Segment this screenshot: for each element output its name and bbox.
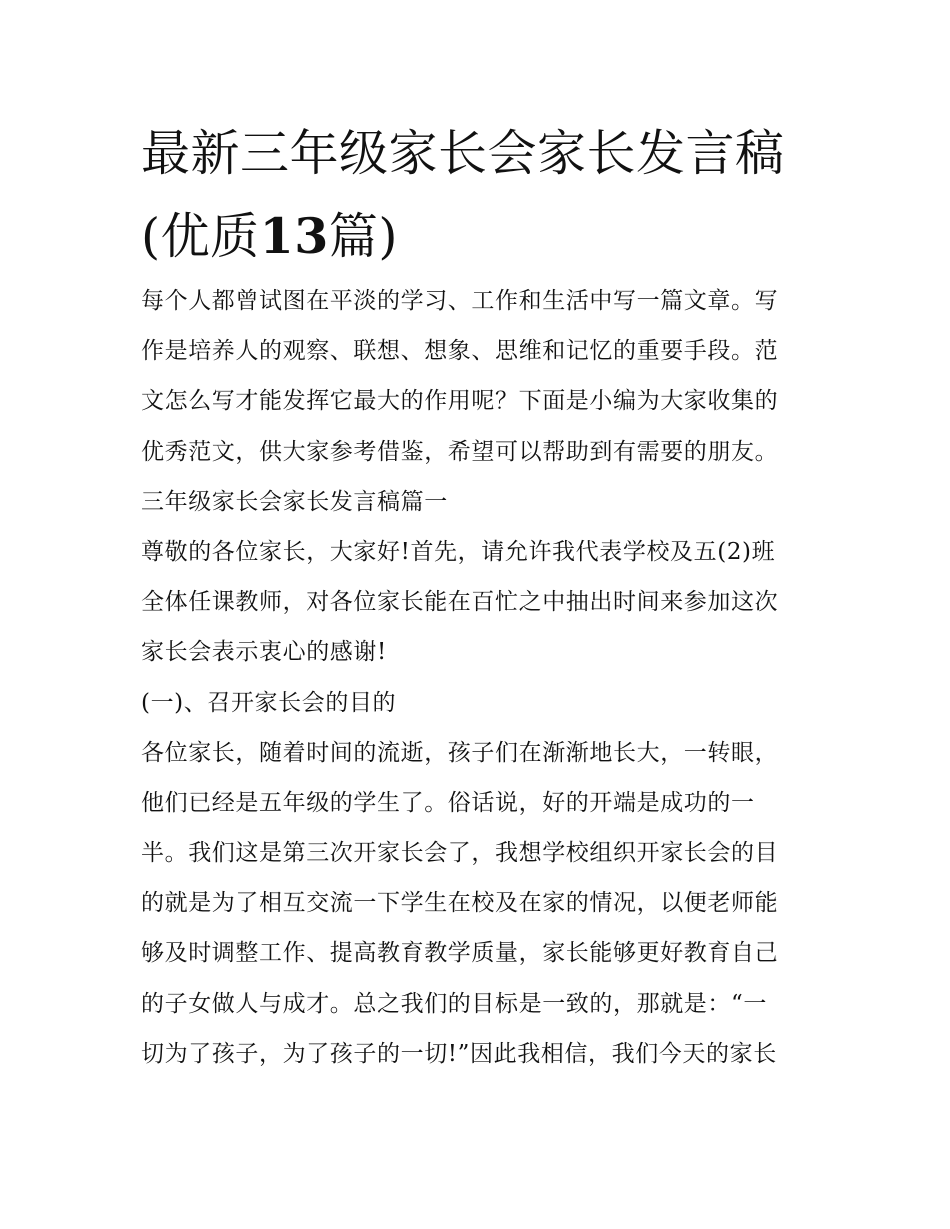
greeting-line: 全体任课教师，对各位家长能在百忙之中抽出时间来参加这次 — [141, 589, 779, 616]
paragraph-line: 切为了孩子，为了孩子的一切!”因此我相信，我们今天的家长 — [141, 1040, 777, 1067]
paragraph-line: 的子女做人与成才。总之我们的目标是一致的，那就是：“一 — [141, 990, 767, 1017]
intro-line: 作是培养人的观察、联想、想象、思维和记忆的重要手段。范 — [141, 338, 779, 365]
paragraph-line: 半。我们这是第三次开家长会了，我想学校组织开家长会的目 — [141, 840, 779, 867]
section-heading: 三年级家长会家长发言稿篇一 — [141, 488, 448, 515]
intro-line: 优秀范文，供大家参考借鉴，希望可以帮助到有需要的朋友。 — [141, 438, 779, 465]
paragraph-line: 够及时调整工作、提高教育教学质量，家长能够更好教育自己 — [141, 940, 779, 967]
paragraph-line: 他们已经是五年级的学生了。俗话说，好的开端是成功的一 — [141, 789, 755, 816]
greeting-line: 尊敬的各位家长，大家好!首先，请允许我代表学校及五(2)班 — [141, 538, 776, 565]
intro-line: 文怎么写才能发挥它最大的作用呢？下面是小编为大家收集的 — [141, 388, 779, 415]
title-line-2-number: 13 — [259, 207, 329, 265]
greeting-line: 家长会表示衷心的感谢! — [141, 639, 387, 666]
document-title — [141, 112, 841, 278]
paragraph-line: 各位家长，随着时间的流逝，孩子们在渐渐地长大，一转眼， — [141, 739, 779, 766]
title-line-2-prefix: (优质 — [141, 208, 260, 265]
document-body — [141, 276, 813, 1079]
title-line-1: 最新三年级家长会家长发言稿 — [141, 125, 785, 182]
intro-line: 每个人都曾试图在平淡的学习、工作和生活中写一篇文章。写 — [141, 288, 779, 314]
subsection-heading: (一)、召开家长会的目的 — [141, 689, 397, 716]
paragraph-line: 的就是为了相互交流一下学生在校及在家的情况，以便老师能 — [141, 890, 779, 917]
title-line-2-suffix: 篇) — [328, 208, 398, 265]
